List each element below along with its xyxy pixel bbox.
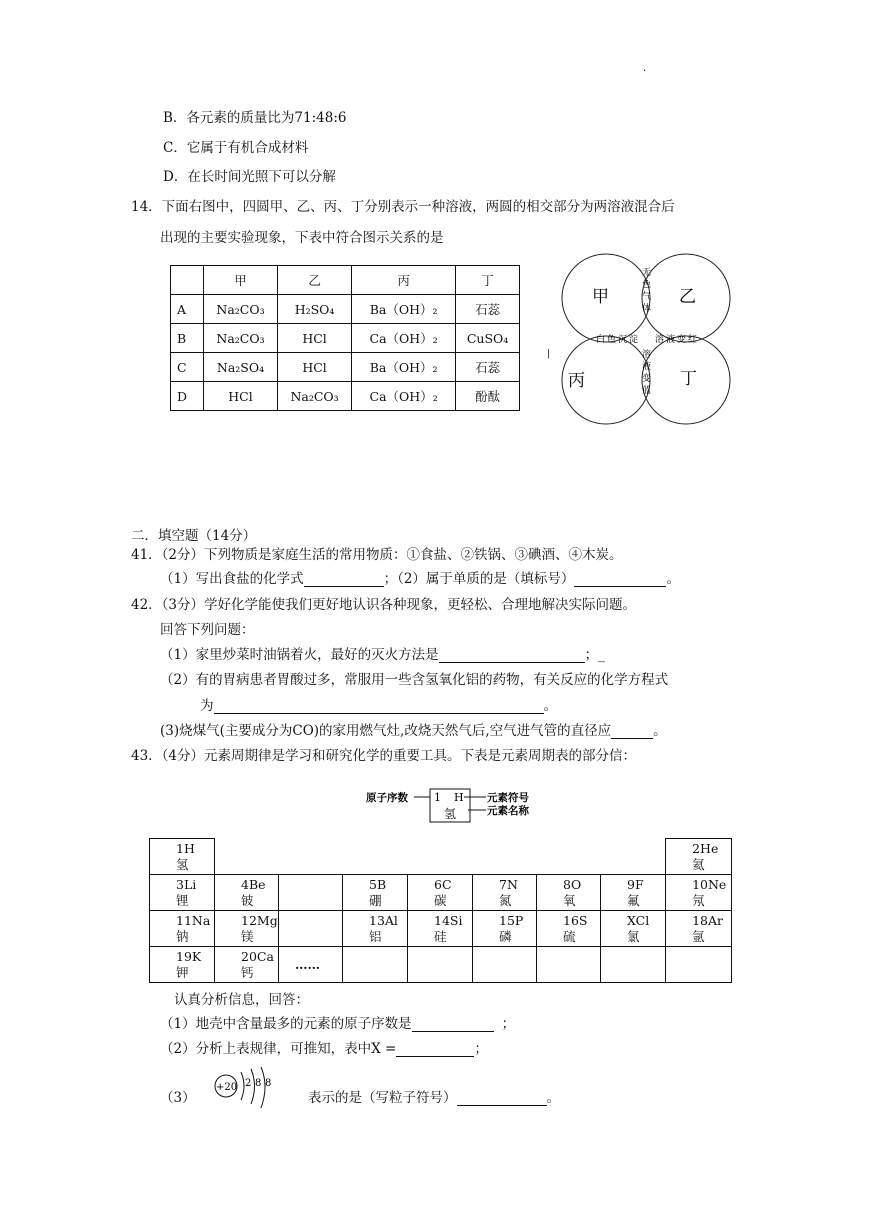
q41-part1: （1）写出食盐的化学式 bbox=[160, 571, 304, 587]
answer-blank[interactable] bbox=[457, 1091, 547, 1106]
element-cell: 15P 磷 bbox=[473, 911, 537, 947]
label-yi: 乙 bbox=[679, 287, 696, 307]
q41-part2: ；（2）属于单质的是（填标号） bbox=[383, 571, 575, 587]
table-header: 丙 bbox=[352, 266, 456, 295]
q42-part: (3)烧煤气(主要成分为CO)的家用燃气灶,改烧天然气后,空气进气管的直径应 bbox=[160, 723, 612, 739]
answer-blank[interactable] bbox=[412, 1017, 494, 1032]
element-cell: 20Ca 钙 bbox=[215, 947, 279, 983]
table-row bbox=[171, 324, 520, 353]
table-cell: Na₂SO₄ bbox=[204, 353, 278, 382]
answer-blank[interactable] bbox=[214, 699, 544, 714]
element-cell: 9F 氟 bbox=[601, 875, 666, 911]
option-d: D．在长时间光照下可以分解 bbox=[163, 169, 336, 185]
table-cell: HCl bbox=[204, 382, 278, 411]
table-header: 甲 bbox=[204, 266, 278, 295]
answer-blank[interactable] bbox=[304, 572, 384, 587]
right-label: 溶液变红 bbox=[655, 335, 700, 345]
punctuation: ； bbox=[501, 1016, 516, 1032]
bottom-label-char: 变 bbox=[642, 374, 652, 384]
element-cell bbox=[601, 947, 666, 983]
bottom-label-char: 蓝 bbox=[642, 386, 652, 396]
q43-part1 bbox=[160, 1012, 515, 1032]
ellipsis-cell: …… bbox=[279, 947, 343, 983]
option-c: C．它属于有机合成材料 bbox=[163, 140, 309, 156]
element-cell-x: XCl 氯 bbox=[601, 911, 666, 947]
punctuation: 。 bbox=[543, 698, 557, 714]
element-cell bbox=[408, 947, 473, 983]
element-cell: 11Na 钠 bbox=[150, 911, 215, 947]
table-header-row bbox=[171, 266, 520, 295]
table-cell: CuSO₄ bbox=[456, 324, 520, 353]
element-cell: 14Si 硅 bbox=[408, 911, 473, 947]
table-row bbox=[150, 839, 732, 875]
q43-part2-text: （2）分析上表规律，可推知，表中X = bbox=[160, 1041, 397, 1057]
label-ding: 丁 bbox=[680, 369, 697, 389]
left-label: 白色沉淀 bbox=[596, 335, 641, 345]
top-label-char: 无 bbox=[642, 268, 652, 278]
table-cell: Na₂CO₃ bbox=[204, 324, 278, 353]
option-label: A bbox=[171, 295, 204, 324]
periodic-table bbox=[149, 838, 732, 983]
bottom-label-char: 液 bbox=[642, 362, 652, 372]
answer-blank[interactable] bbox=[396, 1042, 474, 1057]
top-label-char: 色 bbox=[642, 280, 652, 290]
element-legend bbox=[364, 786, 544, 826]
element-cell: 5B 硼 bbox=[343, 875, 408, 911]
q42-line4: （2）有的胃病患者胃酸过多，常服用一些含氢氧化铝的药物，有关反应的化学方程式 bbox=[160, 672, 669, 688]
option-label: D bbox=[171, 382, 204, 411]
element-cell bbox=[279, 875, 343, 911]
table-cell: Na₂CO₃ bbox=[278, 382, 352, 411]
punctuation: 。 bbox=[546, 1090, 560, 1106]
nucleus-charge: +20 bbox=[216, 1082, 238, 1093]
q41-line2 bbox=[160, 567, 680, 587]
q43-part1-text: （1）地壳中含量最多的元素的原子序数是 bbox=[160, 1016, 412, 1032]
top-label-char: 气 bbox=[642, 292, 652, 302]
legend-symbol: H bbox=[454, 791, 464, 804]
table-cell: HCl bbox=[278, 324, 352, 353]
table-cell bbox=[171, 266, 204, 295]
table-row bbox=[171, 353, 520, 382]
q42-line3 bbox=[160, 643, 605, 663]
q14-stem-line1: 14．下面右图中，四圆甲、乙、丙、丁分别表示一种溶液，两圆的相交部分为两溶液混合后 bbox=[131, 199, 675, 215]
shell-electrons: 8 bbox=[265, 1078, 272, 1089]
q43-part3-label: （3） bbox=[160, 1090, 196, 1106]
q42-line5 bbox=[200, 694, 557, 714]
element-cell: 2He 氦 bbox=[666, 839, 732, 875]
table-row bbox=[171, 295, 520, 324]
label-bing: 丙 bbox=[568, 371, 585, 391]
punctuation: 。 bbox=[653, 723, 667, 739]
element-cell: 6C 碳 bbox=[408, 875, 473, 911]
element-cell: 8O 氧 bbox=[537, 875, 601, 911]
q43-part3 bbox=[308, 1086, 560, 1106]
venn-diagram bbox=[540, 248, 770, 434]
table-cell: Ca（OH）₂ bbox=[352, 382, 456, 411]
answer-blank[interactable] bbox=[574, 572, 666, 587]
table-row bbox=[150, 911, 732, 947]
answer-blank[interactable] bbox=[611, 724, 653, 739]
q42-part1: （1）家里炒菜时油锅着火，最好的灭火方法是 bbox=[160, 647, 439, 663]
q41-line1: 41．（2分）下列物质是家庭生活的常用物质：①食盐、②铁锅、③碘酒、④木炭。 bbox=[131, 547, 623, 563]
q42-line2: 回答下列问题： bbox=[160, 622, 255, 638]
q43-line1: 43．（4分）元素周期律是学习和研究化学的重要工具。下表是元素周期表的部分信： bbox=[131, 748, 637, 764]
ion-structure-diagram bbox=[210, 1066, 290, 1114]
table-cell: Ba（OH）₂ bbox=[352, 353, 456, 382]
option-label: B bbox=[171, 324, 204, 353]
punctuation: 。 bbox=[666, 571, 680, 587]
table-cell: Ba（OH）₂ bbox=[352, 295, 456, 324]
q42-line6 bbox=[160, 719, 667, 739]
element-cell bbox=[343, 947, 408, 983]
legend-atomic-number-label: 原子序数 bbox=[366, 792, 408, 804]
top-label-char: 体 bbox=[642, 304, 652, 314]
legend-number: 1 bbox=[434, 791, 441, 804]
option-b: B．各元素的质量比为71:48:6 bbox=[163, 110, 347, 126]
section-title: 二．填空题（14分） bbox=[131, 528, 257, 544]
label-jia: 甲 bbox=[592, 287, 609, 307]
legend-name: 氢 bbox=[444, 807, 457, 821]
element-cell: 19K 钾 bbox=[150, 947, 215, 983]
table-cell: 石蕊 bbox=[456, 295, 520, 324]
element-cell: 10Ne 氖 bbox=[666, 875, 732, 911]
answer-blank[interactable] bbox=[439, 648, 585, 663]
q43-part2 bbox=[160, 1037, 488, 1057]
tick-mark: | bbox=[547, 349, 551, 359]
shell-electrons: 2 bbox=[245, 1078, 252, 1089]
q14-stem-line2: 出现的主要实验现象，下表中符合图示关系的是 bbox=[160, 230, 444, 246]
q42-line1: 42．（3分）学好化学能使我们更好地认识各种现象，更轻松、合理地解决实际问题。 bbox=[131, 597, 637, 613]
element-cell: 4Be 铍 bbox=[215, 875, 279, 911]
table-cell: 酚酞 bbox=[456, 382, 520, 411]
table-cell: Na₂CO₃ bbox=[204, 295, 278, 324]
element-cell: 1H 氢 bbox=[150, 839, 215, 875]
element-cell: 3Li 锂 bbox=[150, 875, 215, 911]
q43-part3-text: 表示的是（写粒子符号） bbox=[308, 1090, 457, 1106]
element-cell bbox=[279, 911, 343, 947]
element-cell bbox=[666, 947, 732, 983]
table-cell: H₂SO₄ bbox=[278, 295, 352, 324]
table-header: 丁 bbox=[456, 266, 520, 295]
element-cell: 16S 硫 bbox=[537, 911, 601, 947]
q14-table bbox=[170, 265, 520, 411]
element-cell: 12Mg 镁 bbox=[215, 911, 279, 947]
table-cell: Ca（OH）₂ bbox=[352, 324, 456, 353]
bottom-label-char: 溶 bbox=[642, 350, 652, 360]
page-dot: · bbox=[643, 66, 647, 77]
element-cell bbox=[537, 947, 601, 983]
element-cell bbox=[473, 947, 537, 983]
q43-instruction: 认真分析信息，回答： bbox=[174, 992, 309, 1008]
punctuation: ； bbox=[474, 1041, 488, 1057]
legend-name-label: 元素名称 bbox=[487, 805, 529, 817]
option-label: C bbox=[171, 353, 204, 382]
table-row bbox=[150, 947, 732, 983]
table-cell: HCl bbox=[278, 353, 352, 382]
table-cell: 石蕊 bbox=[456, 353, 520, 382]
element-cell: 18Ar 氩 bbox=[666, 911, 732, 947]
shell-electrons: 8 bbox=[255, 1078, 262, 1089]
element-cell: 7N 氮 bbox=[473, 875, 537, 911]
q42-part: 为 bbox=[200, 698, 214, 714]
table-header: 乙 bbox=[278, 266, 352, 295]
table-gap bbox=[215, 839, 666, 875]
table-row bbox=[171, 382, 520, 411]
legend-symbol-label: 元素符号 bbox=[487, 792, 529, 804]
punctuation: ；_ bbox=[584, 647, 605, 663]
table-row bbox=[150, 875, 732, 911]
element-cell: 13Al 铝 bbox=[343, 911, 408, 947]
